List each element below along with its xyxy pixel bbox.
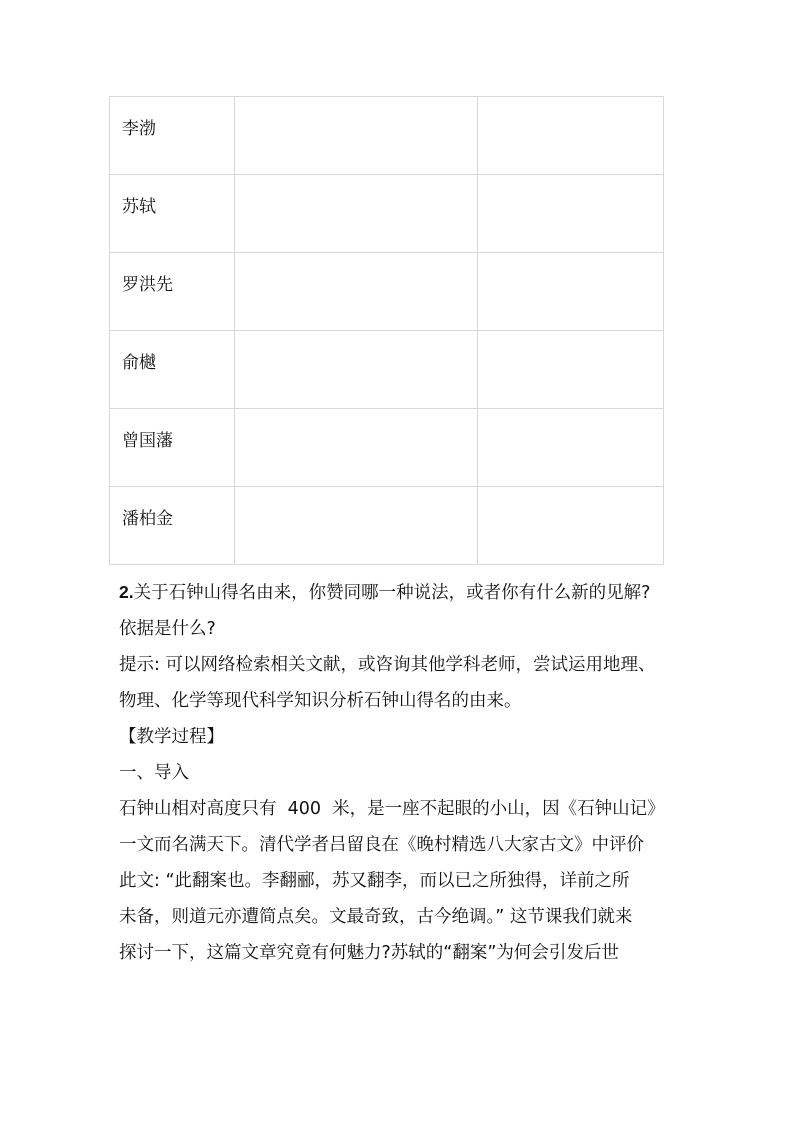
table-cell <box>235 97 478 175</box>
hint-line-2: 物理、化学等现代科学知识分析石钟山得名的由来。 <box>119 691 522 711</box>
intro-line-5: 探讨一下，这篇文章究竟有何魅力?苏轼的“翻案”为何会引发后世 <box>119 943 619 963</box>
table-cell <box>478 175 664 253</box>
intro-line-2: 一文而名满天下。清代学者吕留良在《晚村精选八大家古文》中评价 <box>119 835 644 855</box>
question-number: 2. <box>119 582 134 602</box>
author-name-cell <box>110 175 235 253</box>
body-text <box>119 574 689 971</box>
author-table <box>109 96 664 565</box>
author-name-cell <box>110 409 235 487</box>
author-name: 罗洪先 <box>122 275 173 295</box>
table-row <box>110 487 664 565</box>
author-name-cell <box>110 97 235 175</box>
table-cell <box>478 97 664 175</box>
table-row <box>110 253 664 331</box>
table-cell <box>478 253 664 331</box>
question-text: 关于石钟山得名由来，你赞同哪一种说法，或者你有什么新的见解? <box>133 583 651 603</box>
table-cell <box>478 487 664 565</box>
table-cell <box>235 331 478 409</box>
section-heading: 【教学过程】 <box>119 727 224 747</box>
hint-line-1: 提示: 可以网络检索相关文献，或咨询其他学科老师，尝试运用地理、 <box>119 655 656 675</box>
author-name: 李渤 <box>122 119 156 139</box>
intro-line-4: 未备，则道元亦遭简点矣。文最奇致，古今绝调。” 这节课我们就来 <box>119 907 633 927</box>
question-2-line-1 <box>119 574 689 611</box>
author-name-cell <box>110 331 235 409</box>
question-2-line-2: 依据是什么? <box>119 619 216 639</box>
author-name: 苏轼 <box>122 197 156 217</box>
author-name: 潘柏金 <box>122 509 173 529</box>
table-cell <box>478 409 664 487</box>
intro-line-1: 石钟山相对高度只有 400 米，是一座不起眼的小山，因《石钟山记》 <box>119 799 665 819</box>
author-name: 曾国藩 <box>122 431 173 451</box>
table-cell <box>478 331 664 409</box>
table-cell <box>235 409 478 487</box>
table-cell <box>235 175 478 253</box>
intro-line-3: 此文: “此翻案也。李翻郦，苏又翻李，而以已之所独得，详前之所 <box>119 871 630 891</box>
table-row <box>110 409 664 487</box>
table-row <box>110 97 664 175</box>
table-cell <box>235 253 478 331</box>
author-name: 俞樾 <box>122 353 156 373</box>
author-name-cell <box>110 253 235 331</box>
table-row <box>110 175 664 253</box>
table-row <box>110 331 664 409</box>
author-name-cell <box>110 487 235 565</box>
subsection-heading: 一、导入 <box>119 763 189 783</box>
table-cell <box>235 487 478 565</box>
